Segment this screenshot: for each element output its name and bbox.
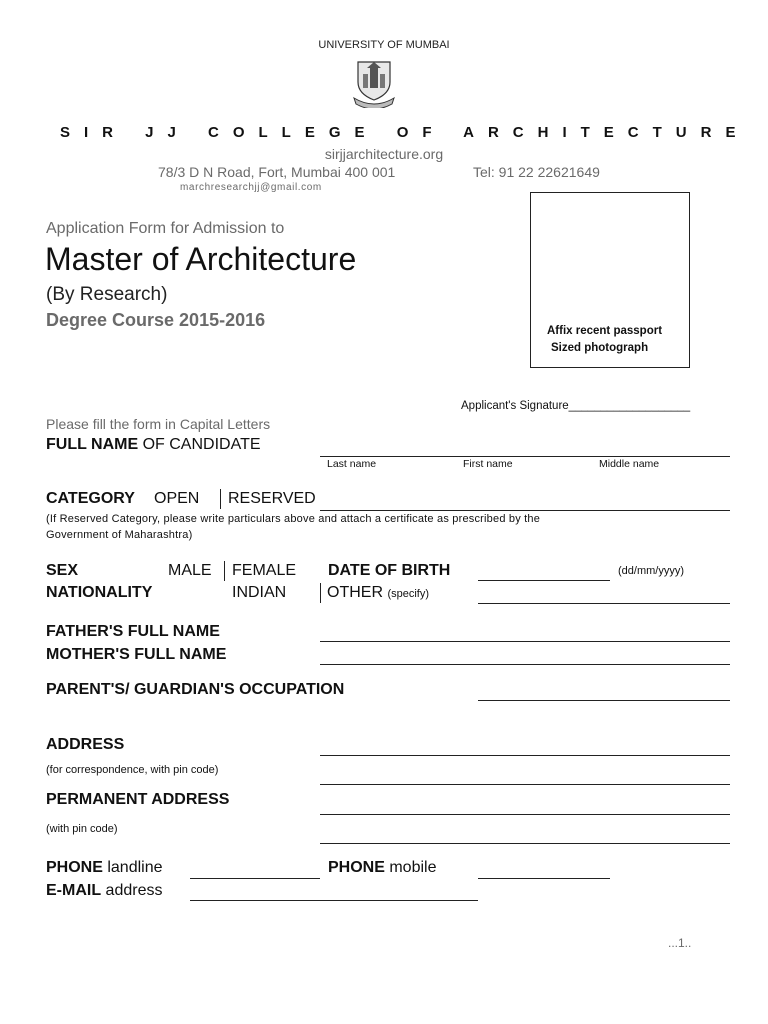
nationality-other-input[interactable] xyxy=(478,603,730,604)
permanent-address-input-line-2[interactable] xyxy=(320,843,730,844)
father-name-label: FATHER'S FULL NAME xyxy=(46,623,220,640)
email-input[interactable] xyxy=(190,900,478,901)
photo-instruction-2: Sized photograph xyxy=(551,342,649,354)
address-label: ADDRESS xyxy=(46,736,125,753)
form-subtitle: Application Form for Admission to xyxy=(46,220,285,237)
category-note: (If Reserved Category, please write particulars above and attach a certificate as prescribed by the xyxy=(46,513,541,525)
category-note-2: Government of Maharashtra) xyxy=(46,529,193,541)
email-label: E-MAIL address xyxy=(46,882,163,899)
last-name-label: Last name xyxy=(327,458,377,470)
category-reserved-option[interactable]: RESERVED xyxy=(228,490,316,507)
phone-mobile-input[interactable] xyxy=(478,878,610,879)
form-title-qualifier: (By Research) xyxy=(46,284,168,305)
occupation-input[interactable] xyxy=(478,700,730,701)
phone-mobile-label: PHONE mobile xyxy=(328,859,437,876)
full-name-label: FULL NAME OF CANDIDATE xyxy=(46,436,261,453)
address-input-line-1[interactable] xyxy=(320,755,730,756)
form-title: Master of Architecture xyxy=(45,241,357,277)
college-email[interactable]: marchresearchjj@gmail.com xyxy=(180,182,322,193)
mother-name-label: MOTHER'S FULL NAME xyxy=(46,646,227,663)
degree-course: Degree Course 2015-2016 xyxy=(46,310,266,330)
divider xyxy=(224,561,225,581)
middle-name-label: Middle name xyxy=(599,458,660,470)
nationality-label: NATIONALITY xyxy=(46,584,153,601)
permanent-address-input-line-1[interactable] xyxy=(320,814,730,815)
photo-instruction: Affix recent passport xyxy=(547,325,663,337)
mother-name-input[interactable] xyxy=(320,664,730,665)
dob-format-hint: (dd/mm/yyyy) xyxy=(618,565,684,577)
nationality-other-option[interactable]: OTHER (specify) xyxy=(327,584,430,601)
page-number: ...1.. xyxy=(668,936,692,950)
photo-box xyxy=(530,192,690,368)
dob-input[interactable] xyxy=(478,580,610,581)
phone-landline-label: PHONE landline xyxy=(46,859,163,876)
phone-landline-input[interactable] xyxy=(190,878,320,879)
full-name-input[interactable] xyxy=(320,456,730,457)
divider xyxy=(220,489,221,509)
college-phone: Tel: 91 22 22621649 xyxy=(473,164,600,180)
permanent-address-label: PERMANENT ADDRESS xyxy=(46,791,230,808)
university-seal-icon xyxy=(350,58,398,108)
category-particulars-input[interactable] xyxy=(320,510,730,511)
occupation-label: PARENT'S/ GUARDIAN'S OCCUPATION xyxy=(46,681,345,698)
university-name: UNIVERSITY OF MUMBAI xyxy=(318,39,450,51)
instruction-text: Please fill the form in Capital Letters xyxy=(46,416,271,432)
address-note: (for correspondence, with pin code) xyxy=(46,764,219,776)
father-name-input[interactable] xyxy=(320,641,730,642)
address-input-line-2[interactable] xyxy=(320,784,730,785)
sex-male-option[interactable]: MALE xyxy=(168,562,212,579)
college-name: SIR JJ COLLEGE OF ARCHITECTURE xyxy=(60,124,750,141)
sex-female-option[interactable]: FEMALE xyxy=(232,562,297,579)
dob-label: DATE OF BIRTH xyxy=(328,562,451,579)
category-open-option[interactable]: OPEN xyxy=(154,490,200,507)
college-address: 78/3 D N Road, Fort, Mumbai 400 001 xyxy=(158,164,396,180)
permanent-address-note: (with pin code) xyxy=(46,823,118,835)
applicant-signature[interactable]: Applicant's Signature___________________ xyxy=(461,400,691,412)
nationality-indian-option[interactable]: INDIAN xyxy=(232,584,287,601)
divider xyxy=(320,583,321,603)
sex-label: SEX xyxy=(46,562,79,579)
category-label: CATEGORY xyxy=(46,490,135,507)
college-website[interactable]: sirjjarchitecture.org xyxy=(324,146,444,162)
first-name-label: First name xyxy=(463,458,513,470)
